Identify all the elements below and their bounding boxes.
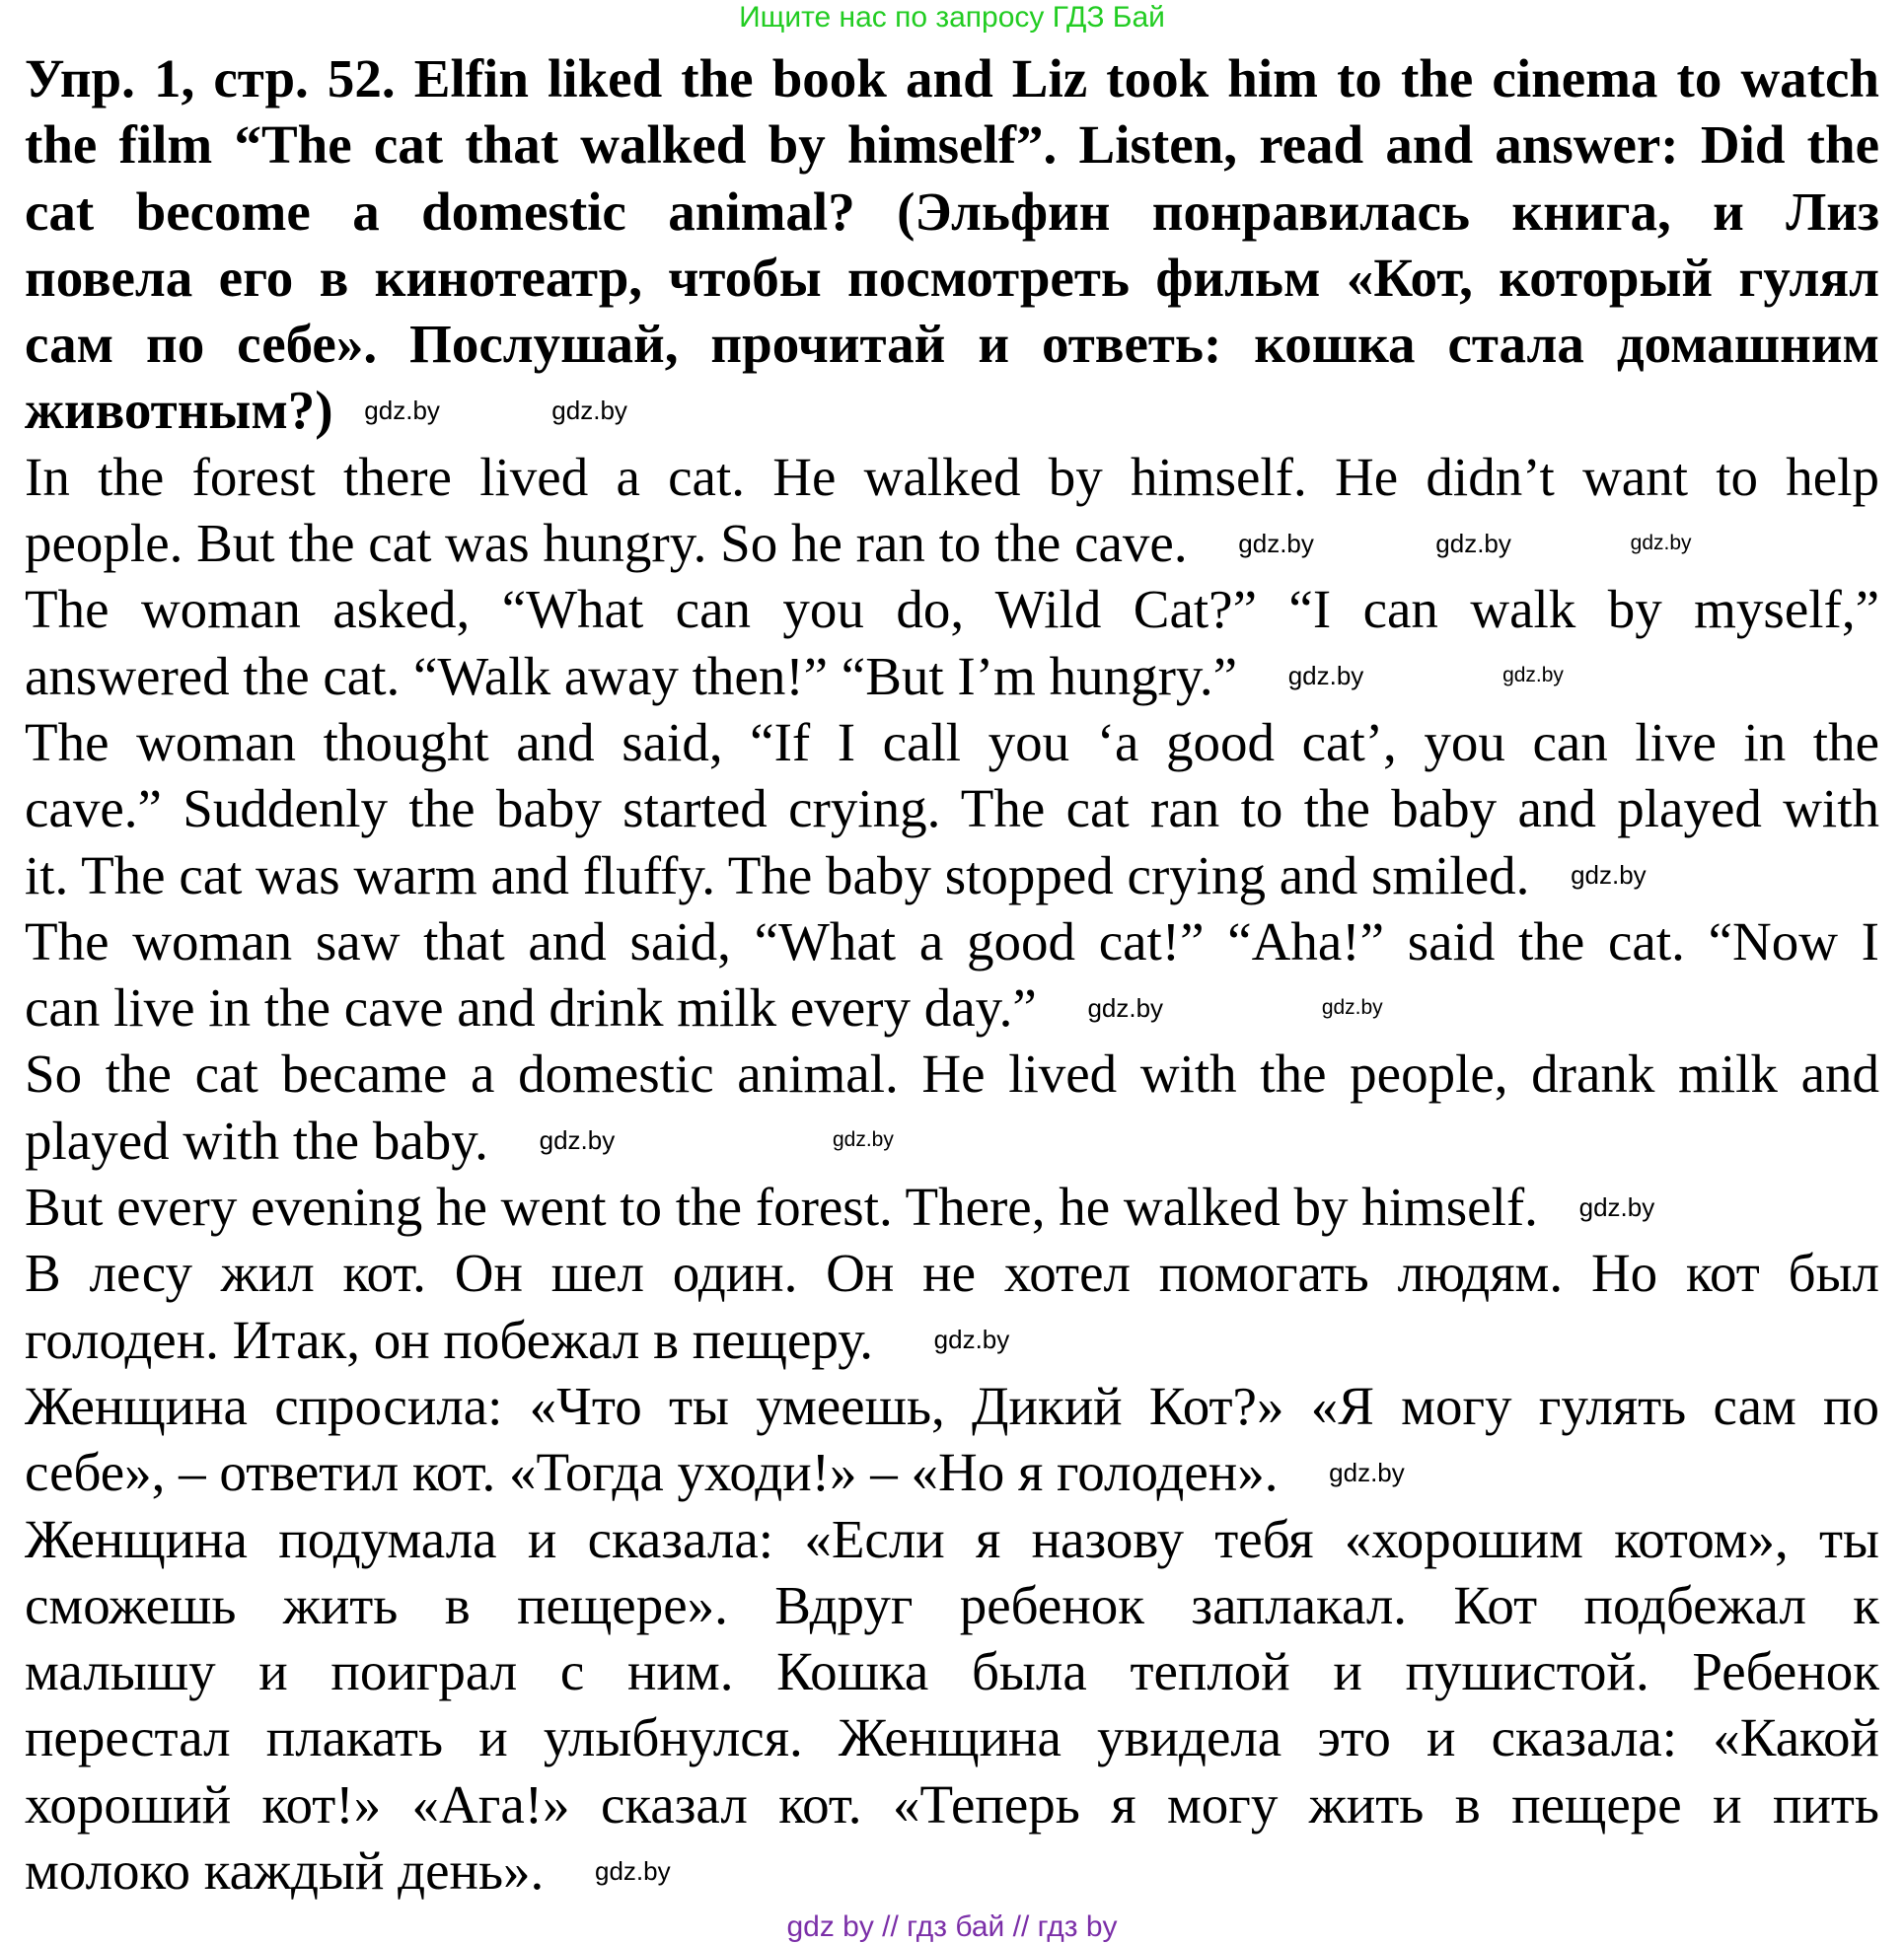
english-text-line: people. But the cat was hungry. So he ran to the cave.	[25, 513, 1188, 574]
english-text-line: played with the baby.	[25, 1110, 488, 1171]
task-heading-line: the film “The cat that walked by himself”. Listen, read and answer: Did the	[25, 114, 1879, 176]
russian-text-line: голоден. Итак, он побежал в пещеру.	[25, 1309, 873, 1370]
russian-text-line: молоко каждый день».	[25, 1840, 545, 1902]
watermark: gdz.by	[594, 1855, 671, 1886]
watermark: gdz.by	[1630, 531, 1692, 554]
watermark: gdz.by	[1571, 860, 1647, 891]
watermark: gdz.by	[1321, 995, 1383, 1019]
english-text-line: The woman thought and said, “If I call you ‘a good cat’, you can live in the	[25, 711, 1879, 772]
english-text-line: So the cat became a domestic animal. He lived with the people, drank milk and	[25, 1044, 1879, 1105]
english-text-line: cave.” Suddenly the baby started crying. The cat ran to the baby and played with	[25, 778, 1879, 839]
watermark: gdz.by	[933, 1325, 1010, 1355]
russian-text-line: перестал плакать и улыбнулся. Женщина увидела это и сказала: «Какой	[25, 1707, 1879, 1768]
search-hint-banner: Ищите нас по запросу ГДЗ Бай	[739, 1, 1165, 34]
watermark: gdz.by	[1435, 528, 1511, 558]
watermark: gdz.by	[1502, 664, 1564, 687]
russian-text-line: хороший кот!» «Ага!» сказал кот. «Теперь я могу жить в пещере и пить	[25, 1773, 1879, 1835]
english-text-line: In the forest there lived a cat. He walked by himself. He didn’t want to help	[25, 446, 1879, 507]
watermark: gdz.by	[1087, 992, 1164, 1023]
english-text-line: But every evening he went to the forest. There, he walked by himself.	[25, 1177, 1538, 1238]
footer-links: gdz by // гдз бай // гдз by	[786, 1910, 1118, 1943]
english-text-line: answered the cat. “Walk away then!” “But I’m hungry.”	[25, 645, 1237, 706]
russian-text-line: сможешь жить в пещере». Вдруг ребенок заплакал. Кот подбежал к	[25, 1574, 1879, 1635]
watermark: gdz.by	[364, 396, 440, 426]
russian-text-line: себе», – ответил кот. «Тогда уходи!» – «Но я голоден».	[25, 1442, 1279, 1503]
english-text-line: can live in the cave and drink milk every day.”	[25, 977, 1037, 1039]
task-heading-line: повела его в кинотеатр, чтобы посмотреть фильм «Кот, который гулял	[25, 247, 1879, 308]
task-heading-line: cat become a domestic animal? (Эльфин понравилась книга, и Лиз	[25, 180, 1879, 242]
russian-text-line: Женщина спросила: «Что ты умеешь, Дикий Кот?» «Я могу гулять сам по	[25, 1375, 1879, 1436]
watermark: gdz.by	[1578, 1191, 1655, 1222]
watermark: gdz.by	[1329, 1457, 1405, 1487]
exercise-text	[25, 45, 1879, 1904]
watermark: gdz.by	[539, 1125, 616, 1156]
task-heading-line: сам по себе». Послушай, прочитай и ответь: кошка стала домашним	[25, 314, 1879, 375]
russian-text-line: Женщина подумала и сказала: «Если я назову тебя «хорошим котом», ты	[25, 1508, 1879, 1569]
task-heading-line: животным?)	[25, 380, 333, 441]
watermark: gdz.by	[1238, 528, 1314, 558]
watermark: gdz.by	[1287, 661, 1364, 691]
russian-text-line: малышу и поиграл с ним. Кошка была теплой и пушистой. Ребенок	[25, 1641, 1879, 1702]
watermark: gdz.by	[832, 1128, 894, 1152]
watermark: gdz.by	[551, 396, 627, 426]
task-heading-line: Упр. 1, стр. 52. Elfin liked the book and Liz took him to the cinema to watch	[25, 48, 1879, 108]
english-text-line: it. The cat was warm and fluffy. The baby stopped crying and smiled.	[25, 844, 1530, 905]
english-text-line: The woman saw that and said, “What a good cat!” “Aha!” said the cat. “Now I	[25, 910, 1879, 972]
english-text-line: The woman asked, “What can you do, Wild Cat?” “I can walk by myself,”	[25, 579, 1879, 640]
russian-text-line: В лесу жил кот. Он шел один. Он не хотел помогать людям. Но кот был	[25, 1243, 1879, 1304]
